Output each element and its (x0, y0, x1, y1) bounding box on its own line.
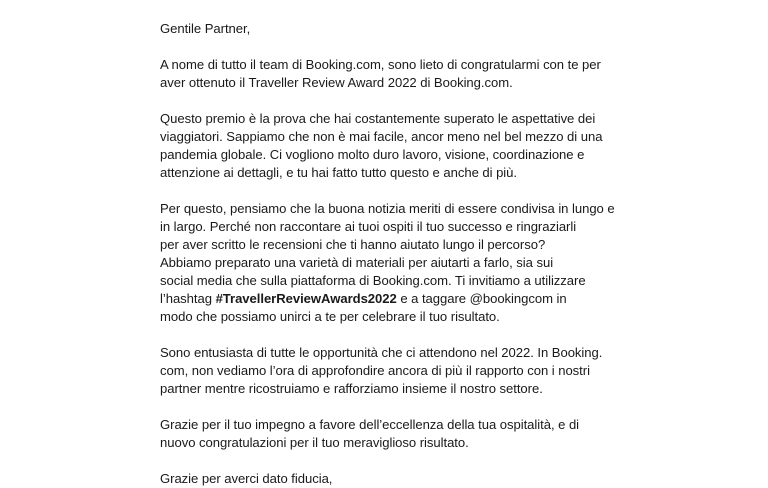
paragraph-line: social media che sulla piattaforma di Booking.com. Ti invitiamo a utilizzare (160, 273, 586, 288)
paragraph-line: Sono entusiasta di tutte le opportunità che ci attendono nel 2022. In Booking. (160, 345, 603, 360)
paragraph-line: Per questo, pensiamo che la buona notizia meriti di essere condivisa in lungo e (160, 201, 615, 216)
paragraph-line: A nome di tutto il team di Booking.com, sono lieto di congratularmi con te per (160, 57, 601, 72)
paragraph-line: Abbiamo preparato una varietà di materiali per aiutarti a farlo, sia sui (160, 255, 554, 270)
paragraph-spacer (160, 452, 620, 470)
paragraph-line: aver ottenuto il Traveller Review Award 2022 di Booking.com. (160, 75, 513, 90)
hashtag-line-after: e a taggare @bookingcom in (396, 291, 567, 306)
closing-line: Grazie per averci dato fiducia, (160, 471, 333, 486)
letter-body (160, 20, 620, 488)
paragraph-share-news (160, 200, 620, 326)
hashtag-text: #TravellerReviewAwards2022 (215, 291, 397, 306)
paragraph-opportunities (160, 344, 620, 398)
paragraph-spacer (160, 38, 620, 56)
paragraph-spacer (160, 398, 620, 416)
paragraph-spacer (160, 182, 620, 200)
paragraph-line: pandemia globale. Ci vogliono molto duro lavoro, visione, coordinazione e (160, 147, 585, 162)
paragraph-line: viaggiatori. Sappiamo che non è mai facile, ancor meno nel bel mezzo di una (160, 129, 603, 144)
paragraph-spacer (160, 92, 620, 110)
paragraph-line: Grazie per il tuo impegno a favore dell’eccellenza della tua ospitalità, e di (160, 417, 580, 432)
paragraph-congratulations (160, 56, 620, 92)
paragraph-award-proof (160, 110, 620, 182)
paragraph-line: partner mentre ricostruiamo e rafforziamo insieme il nostro settore. (160, 381, 543, 396)
paragraph-line: Questo premio è la prova che hai costantemente superato le aspettative dei (160, 111, 596, 126)
paragraph-spacer (160, 326, 620, 344)
paragraph-thanks (160, 416, 620, 452)
hashtag-line (160, 290, 620, 308)
paragraph-line: modo che possiamo unirci a te per celebrare il tuo risultato. (160, 309, 500, 324)
hashtag-line-before: l’hashtag (160, 291, 216, 306)
paragraph-line: attenzione ai dettagli, e tu hai fatto tutto questo e anche di più. (160, 165, 517, 180)
greeting: Gentile Partner, (160, 21, 251, 36)
paragraph-line: nuovo congratulazioni per il tuo meraviglioso risultato. (160, 435, 469, 450)
paragraph-line: per aver scritto le recensioni che ti hanno aiutato lungo il percorso? (160, 237, 546, 252)
paragraph-line: in largo. Perché non raccontare ai tuoi ospiti il tuo successo e ringraziarli (160, 219, 577, 234)
paragraph-line: com, non vediamo l’ora di approfondire ancora di più il rapporto con i nostri (160, 363, 590, 378)
